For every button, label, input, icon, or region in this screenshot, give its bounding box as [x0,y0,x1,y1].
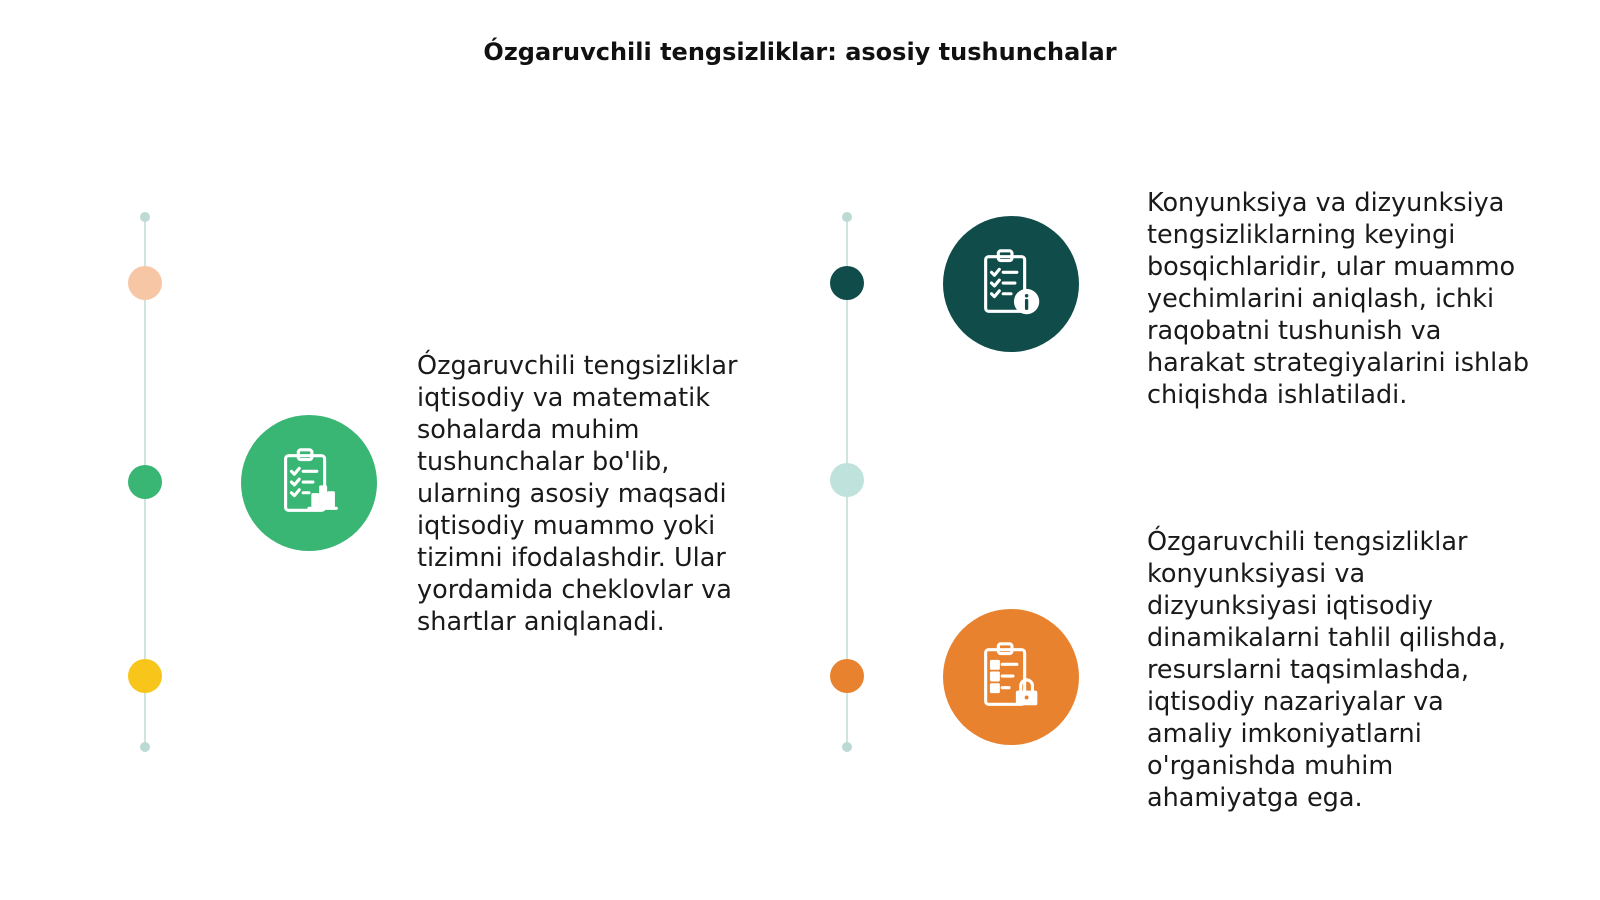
item-text-1: Ózgaruvchili tengsizliklar iqtisodiy va matematik sohalarda muhim tushunchalar bo'lib, ularning asosiy maqsadi iqtisodiy muammo yoki tizimni ifodalashdir. Ular yordamida cheklovlar va shartlar aniqlanadi. [417,351,738,637]
yellow-dot [128,659,162,693]
green-dot [128,465,162,499]
peach-dot [128,266,162,300]
left-rail-top-cap [140,212,150,222]
item-text-3: Ózgaruvchili tengsizliklar konyunksiyasi va dizyunksiyasi iqtisodiy dinamikalarni tahlil qilishda, resurslarni taqsimlashda, iqtisodiy nazariyalar va amaliy imkoniyatlarni o'rganishda muhim ahamiyatga ega. [1147,527,1506,813]
clipboard-info-icon [943,216,1079,352]
right-rail-top-cap [842,212,852,222]
mint-dot [830,463,864,497]
item-text-2: Konyunksiya va dizyunksiya tengsizliklarning keyingi bosqichlaridir, ular muammo yechimlarini aniqlash, ichki raqobatni tushunish va harakat strategiyalarini ishlab chiqishda ishlatiladi. [1147,188,1530,410]
page-title: Ózgaruvchili tengsizliklar: asosiy tushunchalar [483,38,1117,66]
dark-teal-dot [830,266,864,300]
clipboard-chart-icon [241,415,377,551]
right-rail-bottom-cap [842,742,852,752]
left-rail-bottom-cap [140,742,150,752]
orange-dot [830,659,864,693]
clipboard-lock-icon [943,609,1079,745]
